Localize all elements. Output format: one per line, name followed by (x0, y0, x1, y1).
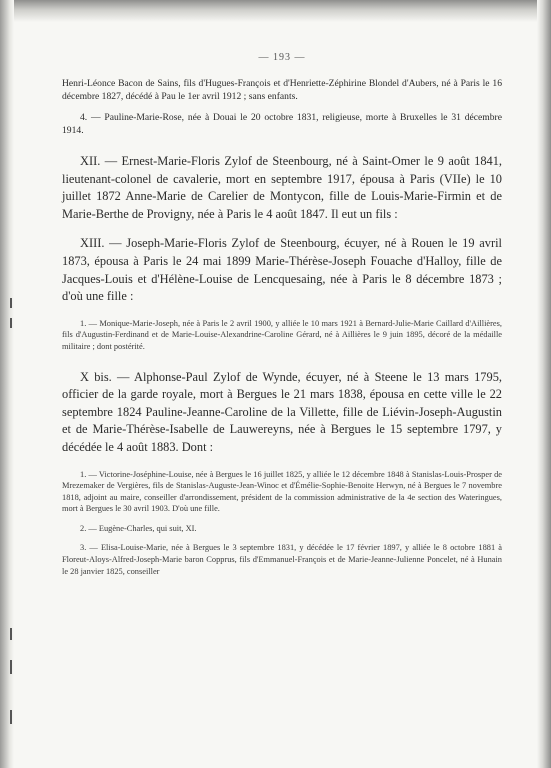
page-content (62, 52, 502, 577)
margin-mark (10, 318, 12, 328)
paragraph-daughter-1: 1. — Monique-Marie-Joseph, née à Paris le 2 avril 1900, y alliée le 10 mars 1921 à Bernard-Julie-Marie Caillard d'Aillières, fils d'Augustin-Ferdinand et de Marie-Louise-Alexandrine-Caroline Gérard, né à Aillières le 9 juin 1895, décoré de la médaille militaire ; dont postérité. (62, 318, 502, 351)
paragraph-child-2: 2. — Eugène-Charles, qui suit, XI. (80, 523, 197, 533)
margin-mark (10, 298, 12, 308)
paragraph-child-4: 4. — Pauline-Marie-Rose, née à Douai le 20 octobre 1831, religieuse, morte à Bruxelles le 31 décembre 1914. (62, 112, 502, 136)
page-number: — 193 — (258, 52, 306, 63)
paragraph-child-3: 3. — Elisa-Louise-Marie, née à Bergues le 3 septembre 1831, y décédée le 17 février 1897, y alliée le 8 octobre 1881 à Floreut-Aloys-Alfred-Joseph-Marie baron Copprus, fils d'Emmanuel-François et de Marie-Jeanne-Julienne Poncelet, né à Hunain le 28 janvier 1825, conseiller (62, 543, 502, 576)
margin-mark (10, 710, 12, 724)
paragraph-child-1: 1. — Victorine-Joséphine-Louise, née à Bergues le 16 juillet 1825, y alliée le 12 décembre 1848 à Stanislas-Louis-Prosper de Mrezemaker de Vergières, fils de Stanislas-Auguste-Jean-Winoc et d'Émélie-Sophie-Benoite Herwyn, né à Bergues le 7 novembre 1818, adjoint au maire, conseiller d'arrondissement, président de la commission administrative de la 4e section des Wateringues, mort à Bergues le 30 avril 1903. D'où une fille. (62, 469, 502, 514)
scan-shadow-top (0, 0, 551, 22)
paragraph-spouse-continuation: Henri-Léonce Bacon de Sains, fils d'Hugues-François et d'Henriette-Zéphirine Blondel d'Aubers, né à Paris le 16 décembre 1827, décédé à Pau le 1er avril 1912 ; sans enfants. (62, 78, 502, 102)
margin-mark (10, 660, 12, 674)
paragraph-generation-xii: XII. — Ernest-Marie-Floris Zylof de Steenbourg, né à Saint-Omer le 9 août 1841, lieutenant-colonel de cavalerie, mort en septembre 1917, épousa à Paris (VIIe) le 10 juillet 1872 Anne-Marie de Carelier de Montycon, fille de Louis-Marie-Firmin et de Marie-Berthe de Provigny, née à Paris le 4 août 1847. Il eut un fils : (62, 154, 502, 221)
scan-shadow-right (537, 0, 551, 768)
paragraph-generation-x-bis: X bis. — Alphonse-Paul Zylof de Wynde, écuyer, né à Steene le 13 mars 1795, officier de la garde royale, mort à Bergues le 21 mars 1838, épousa en cette ville le 22 septembre 1824 Pauline-Jeanne-Caroline de la Villette, fille de Liévin-Joseph-Augustin et de Marie-Thérèse-Isabelle de Lauwereyns, née à Bergues le 15 septembre 1797, y décédée le 4 août 1883. Dont : (62, 369, 502, 454)
margin-mark (10, 628, 12, 640)
scan-shadow-left (0, 0, 14, 768)
paragraph-generation-xiii: XIII. — Joseph-Marie-Floris Zylof de Steenbourg, écuyer, né à Rouen le 19 avril 1873, épousa à Paris le 24 mai 1899 Marie-Thérèse-Joseph Fouache d'Halloy, fille de Jacques-Louis et d'Hélène-Louise de Lencquesaing, née à Paris le 8 décembre 1873 ; d'où une fille : (62, 236, 502, 304)
